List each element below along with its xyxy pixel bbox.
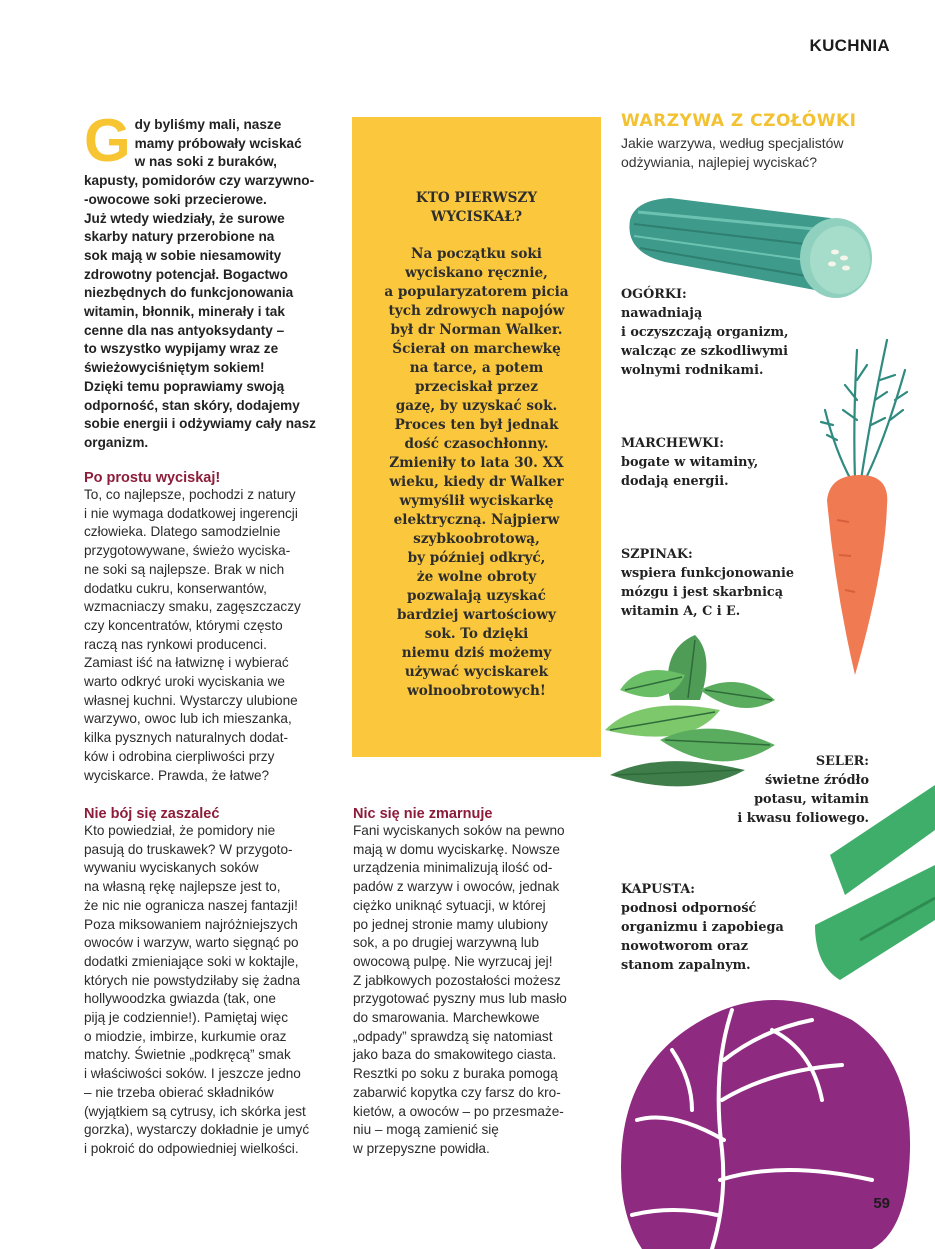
veg-seler: SELER: świetne źródło potasu, witamin i kwasu foliowego.	[737, 754, 869, 826]
veg-kapusta: KAPUSTA: podnosi odporność organizmu i zapobiega nowotworom oraz stanom zapalnym.	[621, 882, 784, 973]
drop-cap: G	[84, 107, 131, 174]
section-nic-sie-nie-zmarnuje	[353, 806, 603, 1159]
info-box-text: Na początku soki wyciskano ręcznie, a popularyzatorem picia tych zdrowych napojów był dr Norman Walker. Ścierał on marchewkę na tarce, a potem przeciskał przez gazę, by uzyskać sok. Proces ten był jednak dość czasochłonny. Zmieniły to lata 30. XX wieku, kiedy dr Walker wymyślił wyciskarkę elektryczną. Najpierw szybkoobrotową, by później odkryć, że wolne obroty pozwalają uzyskać bardziej wartościowy sok. To dzięki niemu dziś możemy używać wyciskarek wolnoobrotowych!	[384, 246, 569, 699]
veg-ogorki: OGÓRKI: nawadniają i oczyszczają organizm, walcząc ze szkodliwymi wolnymi rodnikami.	[621, 287, 789, 378]
veg-marchewki: MARCHEWKI: bogate w witaminy, dodają energii.	[621, 436, 759, 489]
veg-szpinak: SZPINAK: wspiera funkcjonowanie mózgu i jest skarbnicą witamin A, C i E.	[621, 547, 795, 619]
cabbage-illustration	[612, 990, 912, 1249]
page-number: 59	[873, 1195, 890, 1212]
info-box	[352, 117, 601, 757]
sidebar-subtitle: Jakie warzywa, według specjalistów odżywiania, najlepiej wyciskać?	[621, 135, 844, 170]
section-heading: Nie bój się zaszaleć	[84, 806, 220, 822]
info-box-title: KTO PIERWSZY WYCISKAŁ?	[415, 190, 538, 225]
intro-block	[84, 107, 334, 453]
section-nie-boj-sie	[84, 806, 339, 1159]
section-body: To, co najlepsze, pochodzi z natury i nie wymaga dodatkowej ingerencji człowieka. Dlatego samodzielnie przygotowywane, świeżo wyciska- ne soki są najlepsze. Brak w nich dodatku cukru, konserwantów, wzmacniaczy smaku, zagęszczaczy czy koncentratów, którymi często raczą nas rynkowi producenci. Zamiast iść na łatwiznę i wybierać warto odkryć uroki wyciskania we własnej kuchni. Wystarczy ulubione warzywo, owoc lub ich mieszanka, kilka pysznych naturalnych dodat- ków i odrobina cierpliwości przy wyciskarce. Prawda, że łatwe?	[84, 487, 301, 783]
intro-text: dy byliśmy mali, nasze mamy próbowały wciskać w nas soki z buraków, kapusty, pomidorów czy warzywno- -owocowe soki przecierowe. Już wtedy wiedziały, że surowe skarby natury przerobione na sok mają w sobie niesamowity zdrowotny potencjał. Bogactwo niezbędnych do funkcjonowania witamin, błonnik, minerały i tak cenne dla nas antyoksydanty – to wszystko wypijamy wraz ze świeżowyciśniętym sokiem! Dzięki temu poprawiamy swoją odporność, stan skóry, dodajemy sobie energii i odżywiamy cały nasz organizm.	[84, 117, 316, 450]
section-body: Kto powiedział, że pomidory nie pasują do truskawek? W przygoto- wywaniu wyciskanych soków na własną rękę najlepsze jest to, że nic nie ogranicza naszej fantazji! Poza miksowaniem najróżniejszych owoców i warzyw, warto sięgnąć po dodatki zmieniające soki w koktajle, których nie powstydziłaby się żadna hollywoodzka gwiazda (tak, one piją je codziennie!). Pamiętaj więc o miodzie, imbirze, kurkumie oraz matchy. Świetnie „podkręcą” smak i właściwości soków. I jeszcze jedno – nie trzeba obierać składników (wyjątkiem są cytrusy, ich skórka jest gorzka), wystarczy dokładnie je umyć i pokroić do odpowiedniej wielkości.	[84, 823, 310, 1156]
section-heading: Nic się nie zmarnuje	[353, 806, 493, 822]
celery-illustration	[800, 780, 935, 990]
carrot-illustration	[815, 330, 915, 680]
section-body: Fani wyciskanych soków na pewno mają w domu wyciskarkę. Nowsze urządzenia minimalizują ilość od- padów z warzyw i owoców, jednak ciężko uniknąć sytuacji, w której po jednej stronie mamy ulubiony sok, a po drugiej warzywną lub owocową pulpę. Nie wyrzucaj jej! Z jabłkowych pozostałości możesz przygotować pyszny mus lub masło do smarowania. Marchewkowe „odpady” sprawdzą się natomiast jako baza do smakowitego ciasta. Resztki po soku z buraka pomogą zabarwić kopytka czy farsz do kro- kietów, a owoców – po przesmaże- niu – mogą zamienić się w przepyszne powidła.	[353, 823, 567, 1156]
section-po-prostu	[84, 470, 334, 785]
sidebar-title: WARZYWA Z CZOŁÓWKI	[621, 111, 857, 131]
section-heading: Po prostu wyciskaj!	[84, 470, 221, 486]
section-tag: KUCHNIA	[809, 36, 890, 55]
